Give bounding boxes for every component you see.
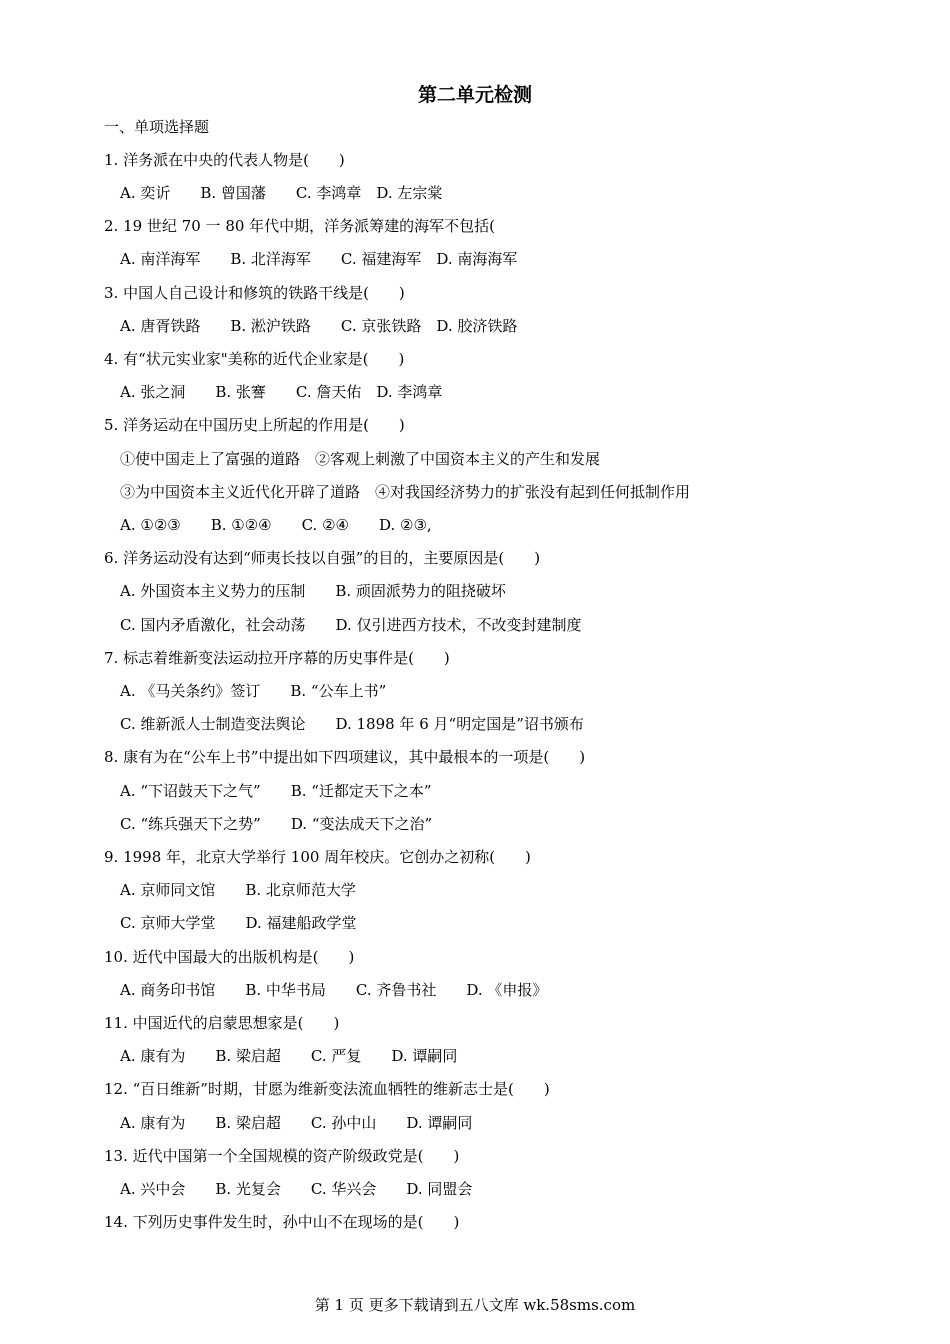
page-title: 第二单元检测 (417, 84, 532, 106)
question-line: 13. 近代中国第一个全国规模的资产阶级政党是( ) (104, 1147, 460, 1165)
option-line: A. 唐胥铁路 B. 淞沪铁路 C. 京张铁路 D. 胶济铁路 (120, 317, 518, 335)
question-line: 2. 19 世纪 70 一 80 年代中期，洋务派筹建的海军不包括( (104, 217, 496, 235)
option-line: A. 《马关条约》签订 B. “公车上书” (120, 682, 387, 700)
option-line: A. 京师同文馆 B. 北京师范大学 (120, 881, 356, 899)
question-line: 10. 近代中国最大的出版机构是( ) (104, 948, 355, 966)
option-line: A. 康有为 B. 梁启超 C. 孙中山 D. 谭嗣同 (120, 1114, 473, 1132)
question-line: 7. 标志着维新变法运动拉开序幕的历史事件是( ) (104, 649, 450, 667)
page-footer: 第 1 页 更多下载请到五八文库 wk.58sms.com (314, 1296, 636, 1314)
option-line: A. 张之洞 B. 张謇 C. 詹天佑 D. 李鸿章 (120, 383, 443, 401)
question-line: 4. 有“状元实业家"美称的近代企业家是( ) (104, 350, 405, 368)
statement-line: ③为中国资本主义近代化开辟了道路 ④对我国经济势力的扩张没有起到任何抵制作用 (120, 483, 691, 501)
option-line: A. ①②③ B. ①②④ C. ②④ D. ②③, (120, 516, 432, 534)
question-line: 5. 洋务运动在中国历史上所起的作用是( ) (104, 416, 405, 434)
option-line: A. 奕䜣 B. 曾国藩 C. 李鸿章 D. 左宗棠 (120, 184, 443, 202)
option-line: A. 外国资本主义势力的压制 B. 顽固派势力的阻挠破坏 (120, 582, 506, 600)
question-line: 8. 康有为在“公车上书”中提出如下四项建议，其中最根本的一项是( ) (104, 748, 586, 766)
option-line: A. 南洋海军 B. 北洋海军 C. 福建海军 D. 南海海军 (120, 250, 518, 268)
question-line: 3. 中国人自己设计和修筑的铁路干线是( ) (104, 284, 405, 302)
option-line: A. “下诏鼓天下之气” B. “迁都定天下之本” (120, 782, 432, 800)
section-heading: 一、单项选择题 (104, 118, 210, 136)
option-line: C. “练兵强天下之势” D. “变法成天下之治” (120, 815, 433, 833)
option-line: C. 维新派人士制造变法舆论 D. 1898 年 6 月“明定国是”诏书颁布 (120, 715, 584, 733)
option-line: A. 康有为 B. 梁启超 C. 严复 D. 谭嗣同 (120, 1047, 458, 1065)
option-line: C. 京师大学堂 D. 福建船政学堂 (120, 914, 357, 932)
question-line: 1. 洋务派在中央的代表人物是( ) (104, 151, 345, 169)
option-line: A. 商务印书馆 B. 中华书局 C. 齐鲁书社 D. 《申报》 (120, 981, 548, 999)
question-line: 14. 下列历史事件发生时，孙中山不在现场的是( ) (104, 1213, 460, 1231)
question-line: 9. 1998 年，北京大学举行 100 周年校庆。它创办之初称( ) (104, 848, 531, 866)
question-line: 6. 洋务运动没有达到“师夷长技以自强”的目的，主要原因是( ) (104, 549, 541, 567)
statement-line: ①使中国走上了富强的道路 ②客观上刺激了中国资本主义的产生和发展 (120, 450, 601, 468)
question-line: 12. “百日维新”时期，甘愿为维新变法流血牺牲的维新志士是( ) (104, 1080, 550, 1098)
option-line: A. 兴中会 B. 光复会 C. 华兴会 D. 同盟会 (120, 1180, 473, 1198)
question-line: 11. 中国近代的启蒙思想家是( ) (104, 1014, 340, 1032)
option-line: C. 国内矛盾激化，社会动荡 D. 仅引进西方技术，不改变封建制度 (120, 616, 582, 634)
